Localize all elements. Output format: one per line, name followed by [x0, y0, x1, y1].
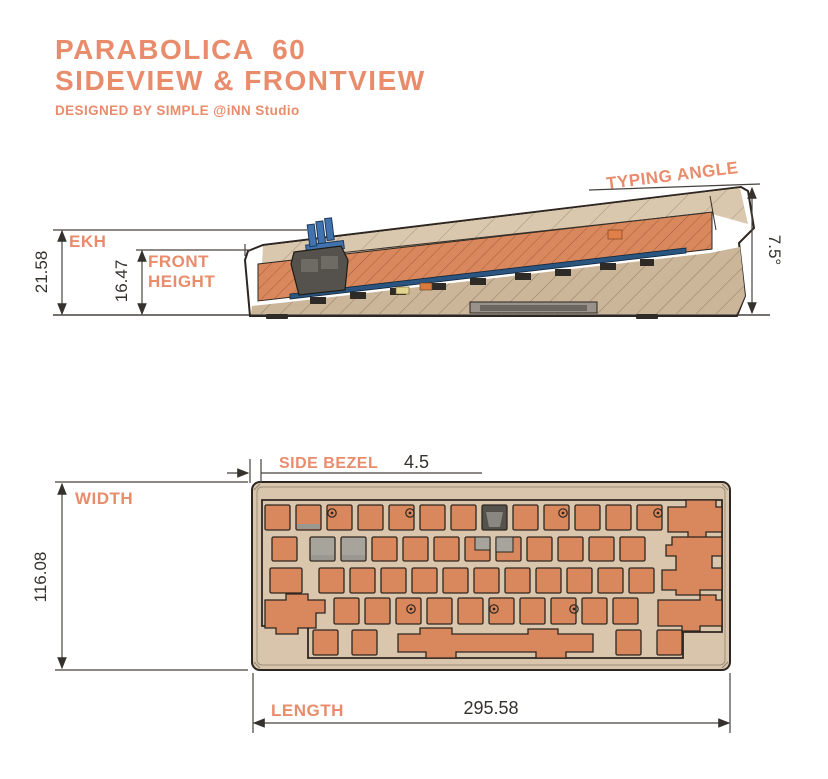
switch-cutout: [657, 630, 682, 655]
switch-cutout: [270, 568, 302, 593]
switch-cutout: [558, 537, 583, 561]
switch-cutout: [536, 568, 561, 593]
switch-cutout: [427, 598, 452, 624]
switch-cutout: [443, 568, 468, 593]
cutout-component: [342, 555, 365, 560]
switch-cutout: [474, 568, 499, 593]
switch-cutout: [505, 568, 530, 593]
front-height-label-2: HEIGHT: [148, 272, 216, 291]
switch-cutout: [629, 568, 654, 593]
switch-cutout: [352, 630, 377, 655]
switch-cutout: [372, 537, 397, 561]
designer-byline: DESIGNED BY SIMPLE @iNN Studio: [55, 103, 300, 118]
switch-cutout: [403, 537, 428, 561]
screw-center: [410, 608, 413, 611]
switch-detail: [301, 259, 318, 272]
side-bezel-value: 4.5: [404, 452, 430, 472]
switch-cutout: [606, 505, 631, 530]
front-height-label-1: FRONT: [148, 252, 210, 271]
product-title: PARABOLICA 60: [55, 34, 307, 65]
screw-center: [657, 512, 660, 515]
switch-cutout: [544, 505, 569, 530]
switch-cutout: [582, 598, 607, 624]
cutout-component: [297, 524, 320, 529]
plate-clip-orange: [608, 230, 622, 239]
typing-angle-label: TYPING ANGLE: [605, 158, 740, 194]
switch-cutout: [396, 598, 421, 624]
length-value: 295.58: [463, 698, 519, 718]
side-bezel-dimension: [227, 452, 482, 483]
section-cut-switch: [496, 537, 513, 552]
switch-cutout: [319, 568, 344, 593]
switch-cutout: [613, 598, 638, 624]
right-shift-stab-cutout: [658, 595, 722, 631]
screw-center: [493, 608, 496, 611]
screw-center: [562, 512, 565, 515]
ekh-value: 21.58: [32, 250, 51, 294]
component-orange: [420, 283, 432, 290]
section-cut-switch: [475, 537, 490, 550]
switch-cutout: [358, 505, 383, 530]
ekh-label: EKH: [69, 232, 107, 251]
switch-cutout: [381, 568, 406, 593]
switch-cutout: [598, 568, 623, 593]
length-label: LENGTH: [271, 701, 344, 720]
switch-cutout: [551, 598, 576, 624]
typing-angle-value: 7.5°: [765, 234, 784, 266]
switch-cutout: [272, 537, 297, 561]
switch-cutout: [527, 537, 552, 561]
front-foot: [266, 314, 288, 319]
cutout-component: [311, 555, 334, 560]
side-bezel-label: SIDE BEZEL: [279, 455, 379, 472]
switch-cutout: [365, 598, 390, 624]
switch-cutout: [313, 630, 338, 655]
switch-cutout: [334, 598, 359, 624]
switch-cutout: [451, 505, 476, 530]
switch-body-section: [291, 246, 348, 295]
component-yellow: [396, 287, 409, 294]
switch-cutout: [575, 505, 600, 530]
front-view: [252, 482, 730, 670]
front-height-value: 16.47: [112, 259, 131, 303]
width-value: 116.08: [31, 551, 50, 603]
screw-center: [573, 608, 576, 611]
left-shift-stab-cutout: [265, 594, 325, 634]
switch-cutout: [489, 598, 514, 624]
subtitle: SIDEVIEW & FRONTVIEW: [55, 65, 426, 96]
switch-cutout: [567, 568, 592, 593]
screw-center: [409, 512, 412, 515]
switch-cutout: [265, 505, 290, 530]
rear-foot: [636, 314, 658, 319]
width-label: WIDTH: [75, 489, 134, 508]
bottom-cavity-inner: [480, 305, 587, 311]
switch-cutout: [616, 630, 641, 655]
width-dimension: [31, 482, 248, 670]
length-dimension: [253, 673, 730, 733]
switch-cutout: [513, 505, 538, 530]
switch-cutout: [458, 598, 483, 624]
screw-center: [331, 512, 334, 515]
switch-cutout: [420, 505, 445, 530]
front-height-dimension: [112, 244, 251, 314]
switch-cutout: [589, 537, 614, 561]
switch-cutout: [520, 598, 545, 624]
switch-cutout: [412, 568, 437, 593]
switch-cutout: [620, 537, 645, 561]
switch-cutout: [350, 568, 375, 593]
switch-cutout: [434, 537, 459, 561]
switch-detail: [321, 256, 338, 269]
